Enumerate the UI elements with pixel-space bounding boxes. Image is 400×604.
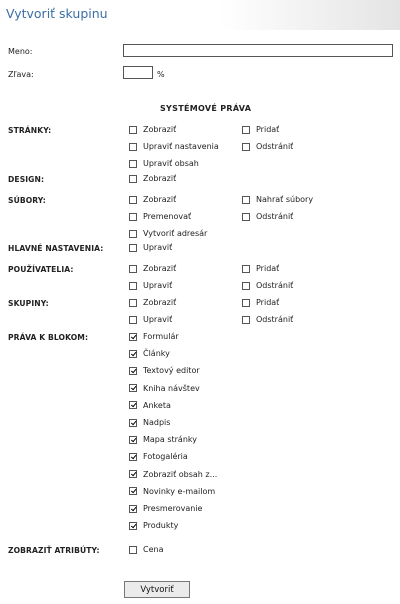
checkbox-checked[interactable]: [129, 367, 137, 375]
checkbox-checked[interactable]: [129, 384, 137, 392]
checkbox-label: Pridať: [256, 125, 280, 134]
checkbox-unchecked[interactable]: [129, 175, 137, 183]
checkbox-label: Mapa stránky: [143, 435, 197, 445]
checkbox-prava-k-blokom-clanky[interactable]: [129, 349, 170, 358]
discount-input[interactable]: [123, 66, 153, 79]
checkbox-unchecked[interactable]: [129, 196, 137, 204]
checkbox-label: Zobraziť: [143, 195, 177, 204]
checkbox-unchecked[interactable]: [129, 299, 137, 307]
checkbox-unchecked[interactable]: [242, 316, 250, 324]
checkbox-prava-k-blokom-mapa-stranky[interactable]: [129, 435, 197, 444]
section-label-pouzivatelia: POUŽÍVATELIA:: [8, 265, 74, 274]
checkbox-unchecked[interactable]: [242, 126, 250, 134]
checkbox-label: Kniha návštev: [143, 383, 200, 393]
checkbox-prava-k-blokom-fotogaleria[interactable]: [129, 452, 188, 461]
checkbox-unchecked[interactable]: [242, 213, 250, 221]
checkbox-checked[interactable]: [129, 505, 137, 513]
checkbox-label: Upraviť: [143, 281, 173, 291]
checkbox-skupiny-upravit[interactable]: [129, 315, 172, 324]
checkbox-unchecked[interactable]: [129, 282, 137, 290]
section-label-prava-k-blokom: PRÁVA K BLOKOM:: [8, 333, 89, 342]
checkbox-subory-vytvorit-adresar[interactable]: [129, 229, 207, 238]
checkbox-label: Formulár: [143, 332, 179, 341]
checkbox-label: Zobraziť: [143, 174, 177, 183]
checkbox-unchecked[interactable]: [129, 265, 137, 273]
checkbox-checked[interactable]: [129, 470, 137, 478]
name-input[interactable]: [123, 44, 393, 57]
checkbox-label: Odstrániť: [256, 212, 294, 222]
checkbox-label: Textový editor: [143, 366, 200, 376]
checkbox-subory-premenovat[interactable]: [129, 212, 191, 221]
checkbox-label: Zobraziť: [143, 125, 177, 134]
checkbox-label: Články: [143, 349, 170, 359]
checkbox-pouzivatelia-pridat[interactable]: [242, 264, 279, 273]
checkbox-unchecked[interactable]: [129, 143, 137, 151]
checkbox-skupiny-pridat[interactable]: [242, 298, 279, 307]
name-label: Meno:: [8, 47, 33, 56]
checkbox-label: Produkty: [143, 521, 179, 531]
checkbox-pouzivatelia-odstranit[interactable]: [242, 281, 293, 290]
checkbox-stranky-odstranit[interactable]: [242, 142, 293, 151]
checkbox-label: Odstrániť: [256, 281, 294, 291]
checkbox-unchecked[interactable]: [242, 265, 250, 273]
checkbox-prava-k-blokom-novinky-e-mailom[interactable]: [129, 487, 215, 496]
checkbox-unchecked[interactable]: [242, 143, 250, 151]
checkbox-label: Anketa: [143, 400, 171, 410]
checkbox-unchecked[interactable]: [242, 196, 250, 204]
checkbox-unchecked[interactable]: [242, 282, 250, 290]
checkbox-checked[interactable]: [129, 522, 137, 530]
section-label-hlavne-nastavenia: HLAVNÉ NASTAVENIA:: [8, 244, 104, 253]
checkbox-prava-k-blokom-textovy-editor[interactable]: [129, 366, 200, 375]
checkbox-label: Novinky e-mailom: [143, 486, 216, 496]
percent-sign: %: [157, 70, 165, 79]
checkbox-prava-k-blokom-zobrazit-obsah-z[interactable]: [129, 470, 217, 479]
checkbox-stranky-upravit-obsah[interactable]: [129, 159, 199, 168]
checkbox-zobrazit-atributy-cena[interactable]: [129, 545, 163, 554]
checkbox-stranky-zobrazit[interactable]: [129, 125, 176, 134]
section-label-skupiny: SKUPINY:: [8, 299, 49, 308]
checkbox-label: Zobraziť: [143, 264, 177, 273]
checkbox-checked[interactable]: [129, 487, 137, 495]
checkbox-unchecked[interactable]: [129, 213, 137, 221]
checkbox-label: Upraviť: [143, 243, 173, 252]
checkbox-skupiny-zobrazit[interactable]: [129, 298, 176, 307]
checkbox-unchecked[interactable]: [129, 230, 137, 238]
checkbox-label: Premenovať: [143, 212, 192, 222]
checkbox-prava-k-blokom-nadpis[interactable]: [129, 418, 170, 427]
checkbox-label: Nadpis: [143, 418, 171, 427]
checkbox-checked[interactable]: [129, 453, 137, 461]
checkbox-subory-nahrat-subory[interactable]: [242, 195, 313, 204]
checkbox-prava-k-blokom-formular[interactable]: [129, 332, 179, 341]
checkbox-stranky-upravit-nastavenia[interactable]: [129, 142, 219, 151]
checkbox-unchecked[interactable]: [129, 160, 137, 168]
checkbox-stranky-pridat[interactable]: [242, 125, 279, 134]
checkbox-label: Pridať: [256, 264, 280, 273]
page-title: Vytvoriť skupinu: [6, 6, 108, 21]
section-label-stranky: STRÁNKY:: [8, 126, 52, 135]
checkbox-checked[interactable]: [129, 419, 137, 427]
checkbox-label: Presmerovanie: [143, 504, 203, 513]
checkbox-design-zobrazit[interactable]: [129, 174, 176, 183]
checkbox-label: Pridať: [256, 298, 280, 307]
checkbox-pouzivatelia-zobrazit[interactable]: [129, 264, 176, 273]
checkbox-prava-k-blokom-kniha-navstev[interactable]: [129, 384, 200, 393]
checkbox-prava-k-blokom-produkty[interactable]: [129, 521, 178, 530]
checkbox-unchecked[interactable]: [129, 126, 137, 134]
checkbox-label: Vytvoriť adresár: [143, 229, 208, 239]
discount-label: Zľava:: [8, 70, 34, 79]
checkbox-subory-odstranit[interactable]: [242, 212, 293, 221]
checkbox-unchecked[interactable]: [129, 316, 137, 324]
checkbox-skupiny-odstranit[interactable]: [242, 315, 293, 324]
checkbox-unchecked[interactable]: [129, 546, 137, 554]
section-label-subory: SÚBORY:: [8, 196, 46, 205]
page-header: [0, 0, 400, 30]
checkbox-label: Odstrániť: [256, 142, 294, 152]
checkbox-unchecked[interactable]: [242, 299, 250, 307]
section-label-zobrazit-atributy: ZOBRAZIŤ ATRIBÚTY:: [8, 546, 100, 555]
checkbox-label: Nahrať súbory: [256, 195, 314, 204]
section-label-design: DESIGN:: [8, 175, 45, 184]
checkbox-label: Fotogaléria: [143, 452, 188, 462]
checkbox-label: Odstrániť: [256, 315, 294, 325]
checkbox-pouzivatelia-upravit[interactable]: [129, 281, 172, 290]
checkbox-label: Cena: [143, 545, 164, 554]
checkbox-prava-k-blokom-presmerovanie[interactable]: [129, 504, 202, 513]
checkbox-unchecked[interactable]: [129, 244, 137, 252]
checkbox-checked[interactable]: [129, 333, 137, 341]
checkbox-checked[interactable]: [129, 401, 137, 409]
checkbox-label: Upraviť: [143, 315, 173, 325]
checkbox-label: Upraviť nastavenia: [143, 142, 219, 152]
checkbox-label: Zobraziť: [143, 298, 177, 307]
checkbox-checked[interactable]: [129, 350, 137, 358]
checkbox-label: Zobraziť obsah z...: [143, 469, 218, 479]
create-button[interactable]: Vytvoriť: [124, 581, 190, 598]
checkbox-subory-zobrazit[interactable]: [129, 195, 176, 204]
checkbox-checked[interactable]: [129, 436, 137, 444]
checkbox-label: Upraviť obsah: [143, 159, 199, 169]
system-rights-title: SYSTÉMOVÉ PRÁVA: [160, 104, 252, 113]
checkbox-hlavne-nastavenia-upravit[interactable]: [129, 243, 172, 252]
checkbox-prava-k-blokom-anketa[interactable]: [129, 401, 171, 410]
